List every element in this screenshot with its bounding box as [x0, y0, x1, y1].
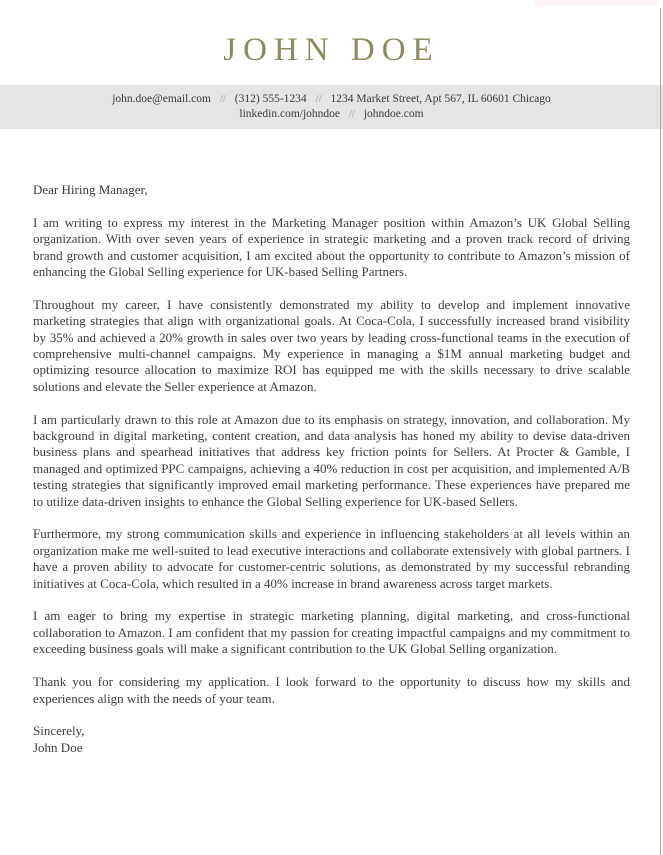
contact-separator: //	[315, 94, 322, 105]
letter-paragraph-6: Thank you for considering my application. I look forward to the opportunity to discuss how my skills and experiences align with the needs of your team.	[33, 674, 630, 706]
signature-name: John Doe	[33, 739, 83, 755]
contact-line-2	[0, 107, 663, 122]
letter-paragraph-4: Furthermore, my strong communication skills and experience in influencing stakeholders at all levels within an organization make me well-suited to lead executive interactions and collaborate extensively with global partners. I have a proven ability to advocate for customer-centric solutions, as demonstrated by my successful rebranding initiatives at Coca-Cola, which resulted in a 40% increase in brand awareness across target markets.	[33, 526, 630, 591]
letter-body	[0, 129, 663, 756]
page-right-edge-line	[660, 8, 661, 855]
contact-line-1	[0, 92, 663, 107]
contact-info-bar	[0, 85, 663, 129]
contact-linkedin: linkedin.com/johndoe	[239, 108, 341, 120]
candidate-name-heading: JOHN DOE	[223, 32, 440, 68]
letter-paragraph-5: I am eager to bring my expertise in strategic marketing planning, digital marketing, and cross-functional collaboration to Amazon. I am confident that my passion for creating impactful campaigns and my commitment to exceeding business goals will make a significant contribution to the UK Global Selling organization.	[33, 608, 630, 657]
salutation: Dear Hiring Manager,	[33, 182, 148, 197]
letter-closing	[33, 723, 630, 756]
contact-phone: (312) 555-1234	[234, 93, 307, 105]
contact-separator: //	[349, 109, 355, 120]
contact-address: 1234 Market Street, Apt 567, IL 60601 Chicago	[330, 93, 551, 105]
closing-valediction: Sincerely,	[33, 723, 85, 739]
letter-paragraph-1: I am writing to express my interest in the Marketing Manager position within Amazon’s UK Global Selling organization. With over seven years of experience in strategic marketing and a proven track record of driving brand growth and customer acquisition, I am excited about the opportunity to contribute to Amazon’s mission of enhancing the Global Selling experience for UK-based Selling Partners.	[33, 214, 630, 280]
contact-separator: //	[219, 94, 226, 105]
letter-paragraph-3: I am particularly drawn to this role at Amazon due to its emphasis on strategy, innovation, and collaboration. My background in digital marketing, content creation, and data analysis has honed my ability to devise data-driven business plans and spearhead initiatives that address key friction points for Sellers. At Procter & Gamble, I managed and optimized PPC campaigns, achieving a 40% reduction in cost per acquisition, and implemented A/B testing strategies that significantly improved email marketing performance. These experiences have prepared me to utilize data-driven insights to enhance the Global Selling experience for UK-based Sellers.	[33, 411, 630, 509]
contact-email: john.doe@email.com	[112, 93, 211, 105]
contact-website: johndoe.com	[363, 108, 424, 120]
letter-paragraph-2: Throughout my career, I have consistently demonstrated my ability to develop and implement innovative marketing strategies that align with organizational goals. At Coca-Cola, I successfully increased brand visibility by 35% and achieved a 20% growth in sales over two years by leading cross-functional teams in the execution of comprehensive multi-channel campaigns. My experience in managing a $1M annual marketing budget and optimizing resource allocation to maximize ROI has equipped me with the skills necessary to drive scalable solutions and elevate the Seller experience at Amazon.	[33, 296, 630, 394]
